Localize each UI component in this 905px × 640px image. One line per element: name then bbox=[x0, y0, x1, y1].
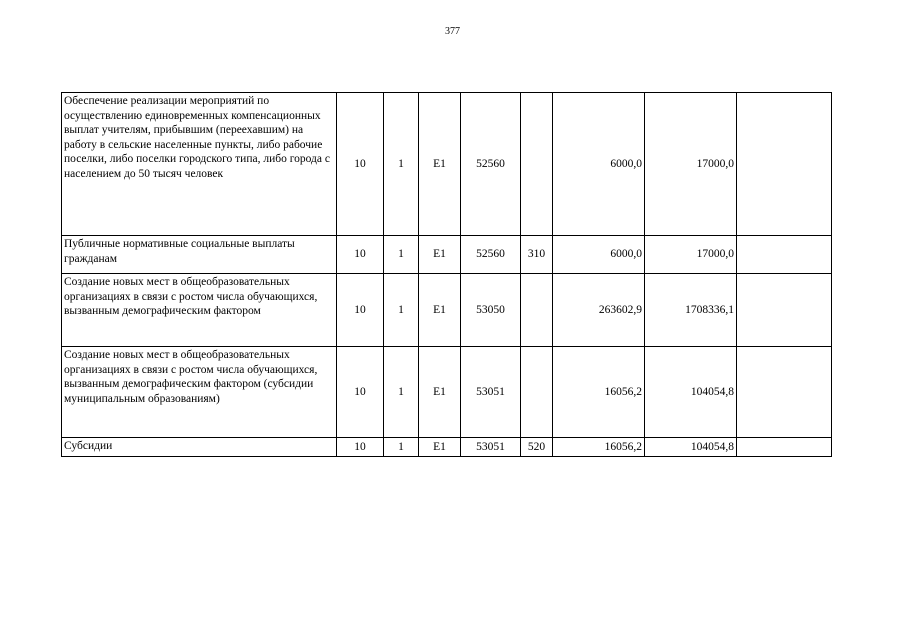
section-code: 10 bbox=[337, 93, 384, 236]
section-code: 10 bbox=[337, 236, 384, 274]
direction-code: 53051 bbox=[461, 347, 521, 438]
row-description: Обеспечение реализации мероприятий по осуществлению единовременных компенсационных выплат учителям, прибывшим (переехавшим) на работу в сельские населенные пункты, либо рабочие поселки, либо поселки городского типа, либо города с населением до 50 тысяч человек bbox=[62, 93, 337, 236]
subsection-code: 1 bbox=[384, 438, 419, 457]
table-row bbox=[62, 274, 832, 347]
amount-2: 104054,8 bbox=[645, 438, 737, 457]
amount-1: 16056,2 bbox=[553, 438, 645, 457]
subsection-code: 1 bbox=[384, 347, 419, 438]
amount-2: 17000,0 bbox=[645, 93, 737, 236]
direction-code: 53050 bbox=[461, 274, 521, 347]
amount-1: 6000,0 bbox=[553, 93, 645, 236]
program-code: E1 bbox=[419, 236, 461, 274]
expense-type-code: 520 bbox=[521, 438, 553, 457]
direction-code: 53051 bbox=[461, 438, 521, 457]
amount-1: 263602,9 bbox=[553, 274, 645, 347]
program-code: E1 bbox=[419, 438, 461, 457]
row-description: Субсидии bbox=[62, 438, 337, 457]
row-description: Публичные нормативные социальные выплаты гражданам bbox=[62, 236, 337, 274]
page-number: 377 bbox=[445, 26, 460, 37]
subsection-code: 1 bbox=[384, 93, 419, 236]
amount-3 bbox=[737, 236, 832, 274]
table-row bbox=[62, 93, 832, 236]
expense-type-code bbox=[521, 274, 553, 347]
expense-type-code bbox=[521, 93, 553, 236]
section-code: 10 bbox=[337, 438, 384, 457]
direction-code: 52560 bbox=[461, 236, 521, 274]
program-code: E1 bbox=[419, 347, 461, 438]
amount-3 bbox=[737, 347, 832, 438]
amount-1: 16056,2 bbox=[553, 347, 645, 438]
program-code: E1 bbox=[419, 274, 461, 347]
row-description: Создание новых мест в общеобразовательных организациях в связи с ростом числа обучающихся, вызванным демографическим фактором (субсидии муниципальным образованиям) bbox=[62, 347, 337, 438]
program-code: E1 bbox=[419, 93, 461, 236]
direction-code: 52560 bbox=[461, 93, 521, 236]
table-row bbox=[62, 438, 832, 457]
amount-3 bbox=[737, 274, 832, 347]
section-code: 10 bbox=[337, 347, 384, 438]
subsection-code: 1 bbox=[384, 236, 419, 274]
expense-type-code: 310 bbox=[521, 236, 553, 274]
budget-table bbox=[61, 92, 832, 457]
amount-2: 1708336,1 bbox=[645, 274, 737, 347]
amount-3 bbox=[737, 93, 832, 236]
amount-1: 6000,0 bbox=[553, 236, 645, 274]
amount-2: 17000,0 bbox=[645, 236, 737, 274]
row-description: Создание новых мест в общеобразовательных организациях в связи с ростом числа обучающихся, вызванным демографическим фактором bbox=[62, 274, 337, 347]
section-code: 10 bbox=[337, 274, 384, 347]
expense-type-code bbox=[521, 347, 553, 438]
subsection-code: 1 bbox=[384, 274, 419, 347]
table-row bbox=[62, 236, 832, 274]
amount-3 bbox=[737, 438, 832, 457]
amount-2: 104054,8 bbox=[645, 347, 737, 438]
table-row bbox=[62, 347, 832, 438]
